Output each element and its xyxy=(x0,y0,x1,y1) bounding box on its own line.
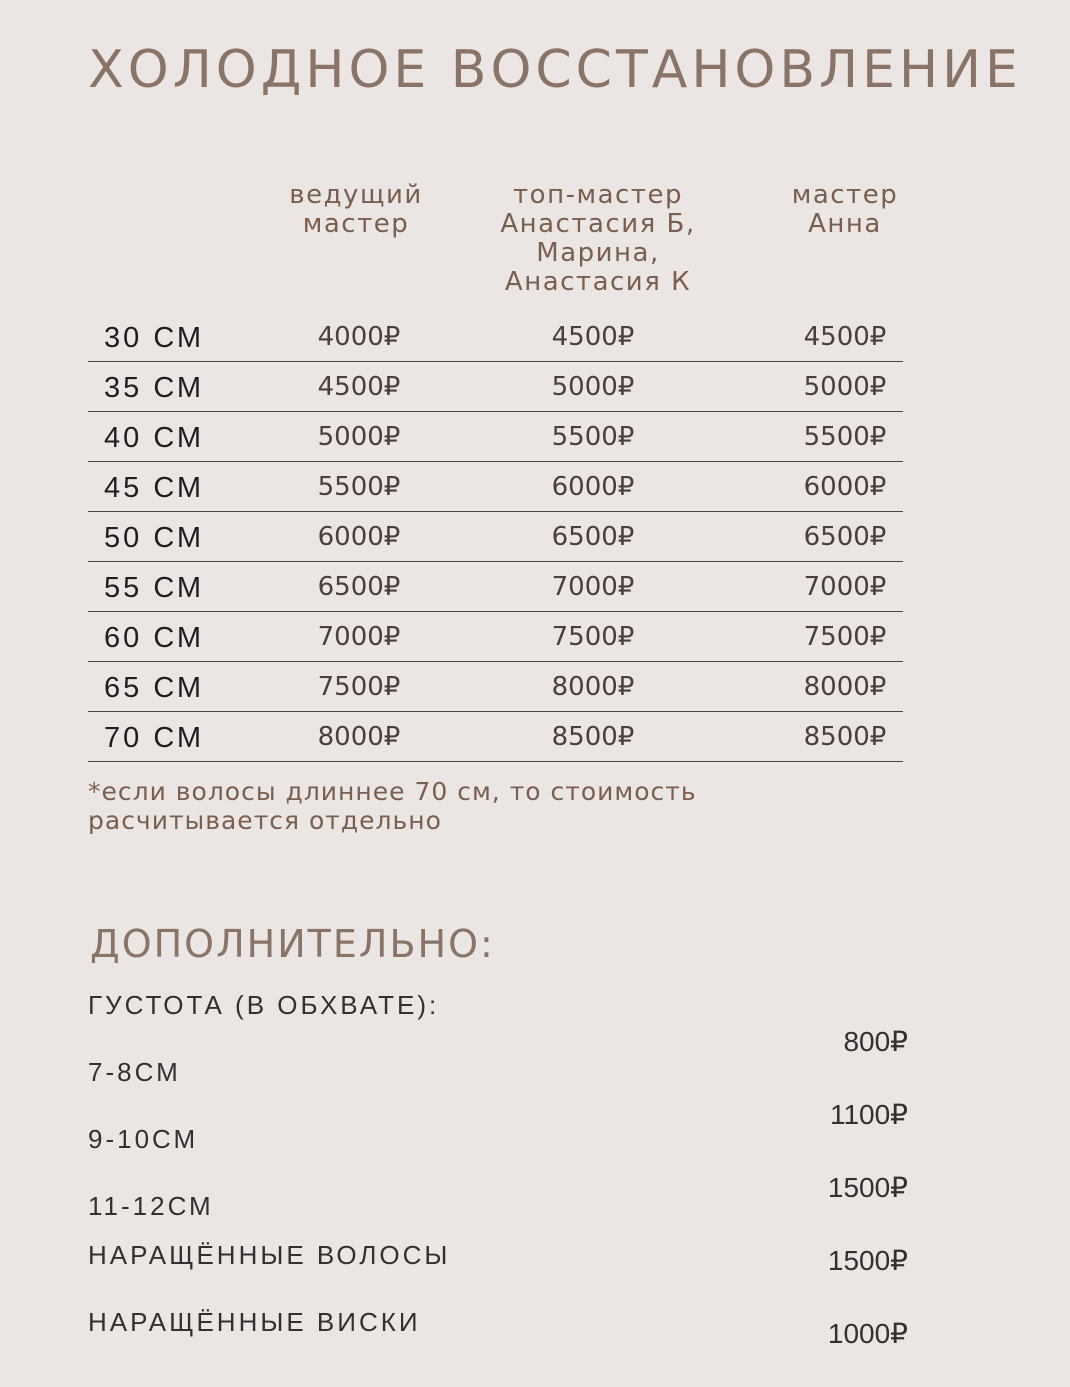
table-row xyxy=(88,412,903,462)
price-lead-master: 7500₽ xyxy=(317,672,401,702)
length-label: 70 СМ xyxy=(104,722,205,754)
extra-item-label: 9-10СМ xyxy=(88,1124,199,1154)
extra-item-price: 1500₽ xyxy=(827,1245,908,1276)
table-row xyxy=(88,312,903,362)
length-label: 40 СМ xyxy=(104,422,205,454)
column-header-lead-master xyxy=(256,181,456,239)
table-row xyxy=(88,512,903,562)
table-row xyxy=(88,712,903,762)
price-top-master: 8500₽ xyxy=(551,722,635,752)
price-top-master: 7500₽ xyxy=(551,622,635,652)
extra-item-label: НАРАЩЁННЫЕ ВОЛОСЫ xyxy=(88,1240,451,1270)
column-header-line: мастер xyxy=(791,180,899,210)
length-label: 55 СМ xyxy=(104,572,205,604)
price-top-master: 5000₽ xyxy=(551,372,635,402)
extra-item-label: 7-8СМ xyxy=(88,1057,181,1087)
density-label: ГУСТОТА (В ОБХВАТЕ): xyxy=(88,990,440,1020)
length-label: 30 СМ xyxy=(104,322,205,354)
footnote xyxy=(88,777,697,835)
length-label: 60 СМ xyxy=(104,622,205,654)
price-master-anna: 8000₽ xyxy=(803,672,887,702)
table-row xyxy=(88,612,903,662)
price-master-anna: 5000₽ xyxy=(803,372,887,402)
price-top-master: 6000₽ xyxy=(551,472,635,502)
table-row xyxy=(88,562,903,612)
price-master-anna: 5500₽ xyxy=(803,422,887,452)
table-row xyxy=(88,662,903,712)
price-lead-master: 7000₽ xyxy=(317,622,401,652)
price-lead-master: 8000₽ xyxy=(317,722,401,752)
column-header-master-anna xyxy=(745,181,945,239)
price-top-master: 5500₽ xyxy=(551,422,635,452)
price-master-anna: 8500₽ xyxy=(803,722,887,752)
column-header-line: Анастасия К xyxy=(504,267,692,297)
column-header-line: Марина, xyxy=(536,238,660,268)
footnote-line: *если волосы длиннее 70 см, то стоимость xyxy=(88,777,697,806)
price-top-master: 4500₽ xyxy=(551,322,635,352)
extra-item-price: 1100₽ xyxy=(829,1099,908,1130)
price-lead-master: 4500₽ xyxy=(317,372,401,402)
column-header-line: Анна xyxy=(808,209,882,239)
footnote-line: расчитывается отдельно xyxy=(88,806,442,835)
price-top-master: 7000₽ xyxy=(551,572,635,602)
price-top-master: 8000₽ xyxy=(551,672,635,702)
length-label: 50 СМ xyxy=(104,522,205,554)
price-master-anna: 7500₽ xyxy=(803,622,887,652)
extra-item-price: 1000₽ xyxy=(827,1318,908,1349)
extra-item-price: 1500₽ xyxy=(827,1172,908,1203)
price-master-anna: 4500₽ xyxy=(803,322,887,352)
page-title: ХОЛОДНОЕ ВОССТАНОВЛЕНИЕ xyxy=(88,40,1022,100)
price-lead-master: 6000₽ xyxy=(317,522,401,552)
price-lead-master: 5500₽ xyxy=(317,472,401,502)
extra-item-price: 800₽ xyxy=(843,1026,908,1057)
table-row xyxy=(88,462,903,512)
price-lead-master: 4000₽ xyxy=(317,322,401,352)
column-header-line: Анастасия Б, xyxy=(500,209,696,239)
price-master-anna: 6000₽ xyxy=(803,472,887,502)
table-row xyxy=(88,362,903,412)
column-header-line: ведущий xyxy=(289,180,423,210)
price-lead-master: 5000₽ xyxy=(317,422,401,452)
price-master-anna: 7000₽ xyxy=(803,572,887,602)
price-table xyxy=(88,312,903,762)
column-header-top-master xyxy=(478,181,718,297)
length-label: 35 СМ xyxy=(104,372,205,404)
extra-item-label: НАРАЩЁННЫЕ ВИСКИ xyxy=(88,1307,421,1337)
extra-section-title: ДОПОЛНИТЕЛЬНО: xyxy=(90,922,495,966)
length-label: 45 СМ xyxy=(104,472,205,504)
column-header-line: мастер xyxy=(302,209,410,239)
price-lead-master: 6500₽ xyxy=(317,572,401,602)
column-header-line: топ-мастер xyxy=(513,180,683,210)
length-label: 65 СМ xyxy=(104,672,205,704)
extra-item-label: 11-12СМ xyxy=(88,1191,214,1221)
price-top-master: 6500₽ xyxy=(551,522,635,552)
price-master-anna: 6500₽ xyxy=(803,522,887,552)
